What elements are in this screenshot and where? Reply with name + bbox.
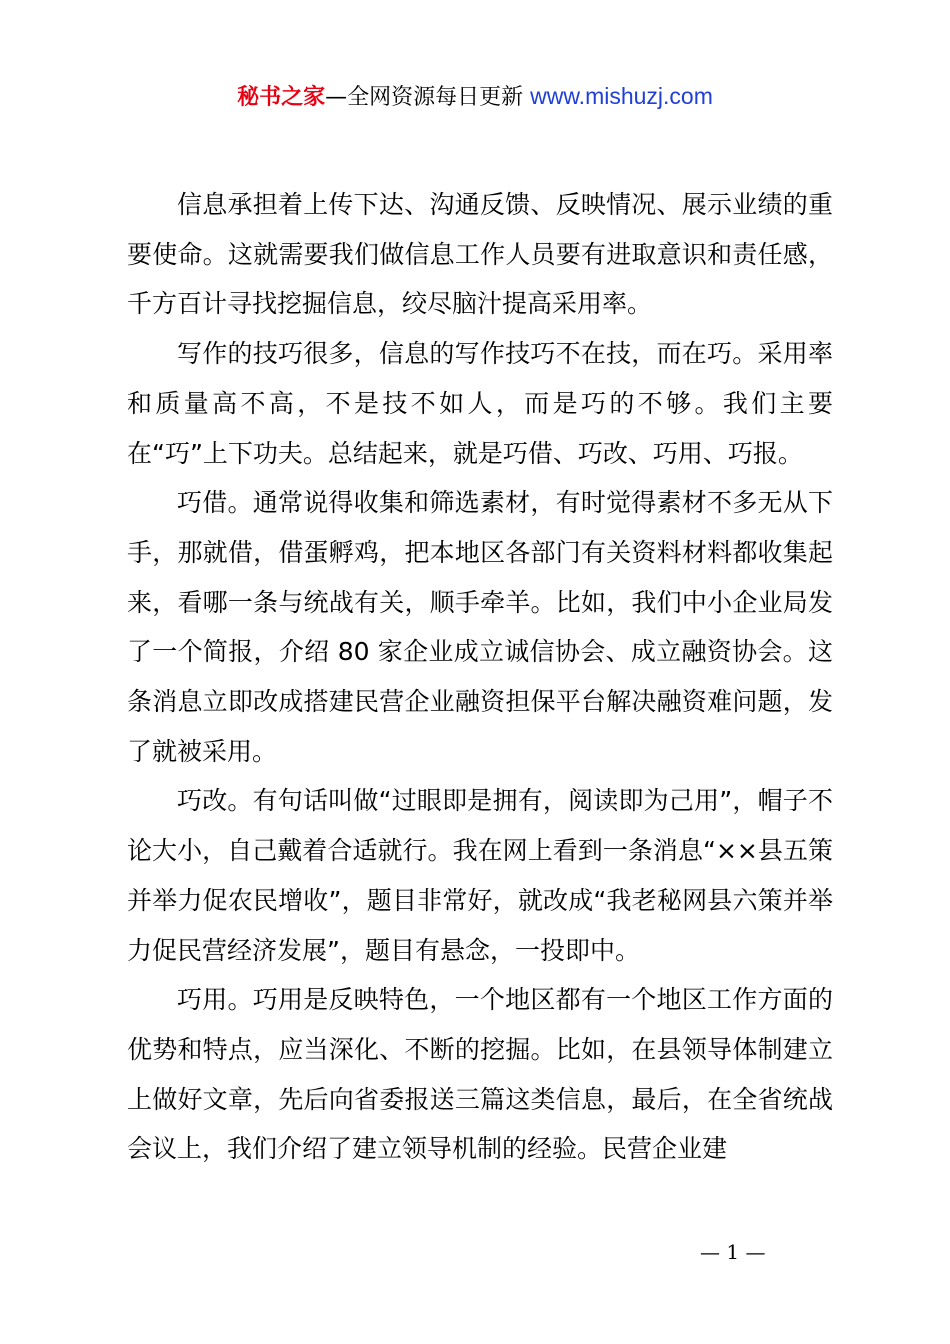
site-url-link[interactable]: www.mishuzj.com xyxy=(530,83,713,109)
document-body xyxy=(127,180,833,1174)
paragraph-use: 巧用。巧用是反映特色，一个地区都有一个地区工作方面的优势和特点，应当深化、不断的挖掘。比如，在县领导体制建立上做好文章，先后向省委报送三篇这类信息，最后，在全省统战会议上，我们介绍了建立领导机制的经验。民营企业建 xyxy=(127,985,833,1164)
page-number: — 1 — xyxy=(700,1240,766,1264)
paragraph-adapt: 巧改。有句话叫做“过眼即是拥有，阅读即为己用”，帽子不论大小，自己戴着合适就行。我在网上看到一条消息“××县五策并举力促农民增收”，题目非常好，就改成“我老秘网县六策并举力促民营经济发展”，题目有悬念，一投即中。 xyxy=(127,786,833,965)
site-brand: 秘书之家 xyxy=(237,85,326,110)
paragraph-borrow: 巧借。通常说得收集和筛选素材，有时觉得素材不多无从下手，那就借，借蛋孵鸡，把本地区各部门有关资料材料都收集起来，看哪一条与统战有关，顺手牵羊。比如，我们中小企业局发了一个简报，介绍 80 家企业成立诚信协会、成立融资协会。这条消息立即改成搭建民营企业融资担保平台解决融资难问题，发了就被采用。 xyxy=(127,488,833,766)
paragraph-intro: 信息承担着上传下达、沟通反馈、反映情况、展示业绩的重要使命。这就需要我们做信息工作人员要有进取意识和责任感，千方百计寻找挖掘信息，绞尽脑汁提高采用率。 xyxy=(127,190,833,319)
page-header xyxy=(0,80,950,114)
paragraph-techniques: 写作的技巧很多，信息的写作技巧不在技，而在巧。采用率和质量高不高，不是技不如人，而是巧的不够。我们主要在“巧”上下功夫。总结起来，就是巧借、巧改、巧用、巧报。 xyxy=(127,339,833,468)
site-tagline: —全网资源每日更新 xyxy=(325,85,531,110)
